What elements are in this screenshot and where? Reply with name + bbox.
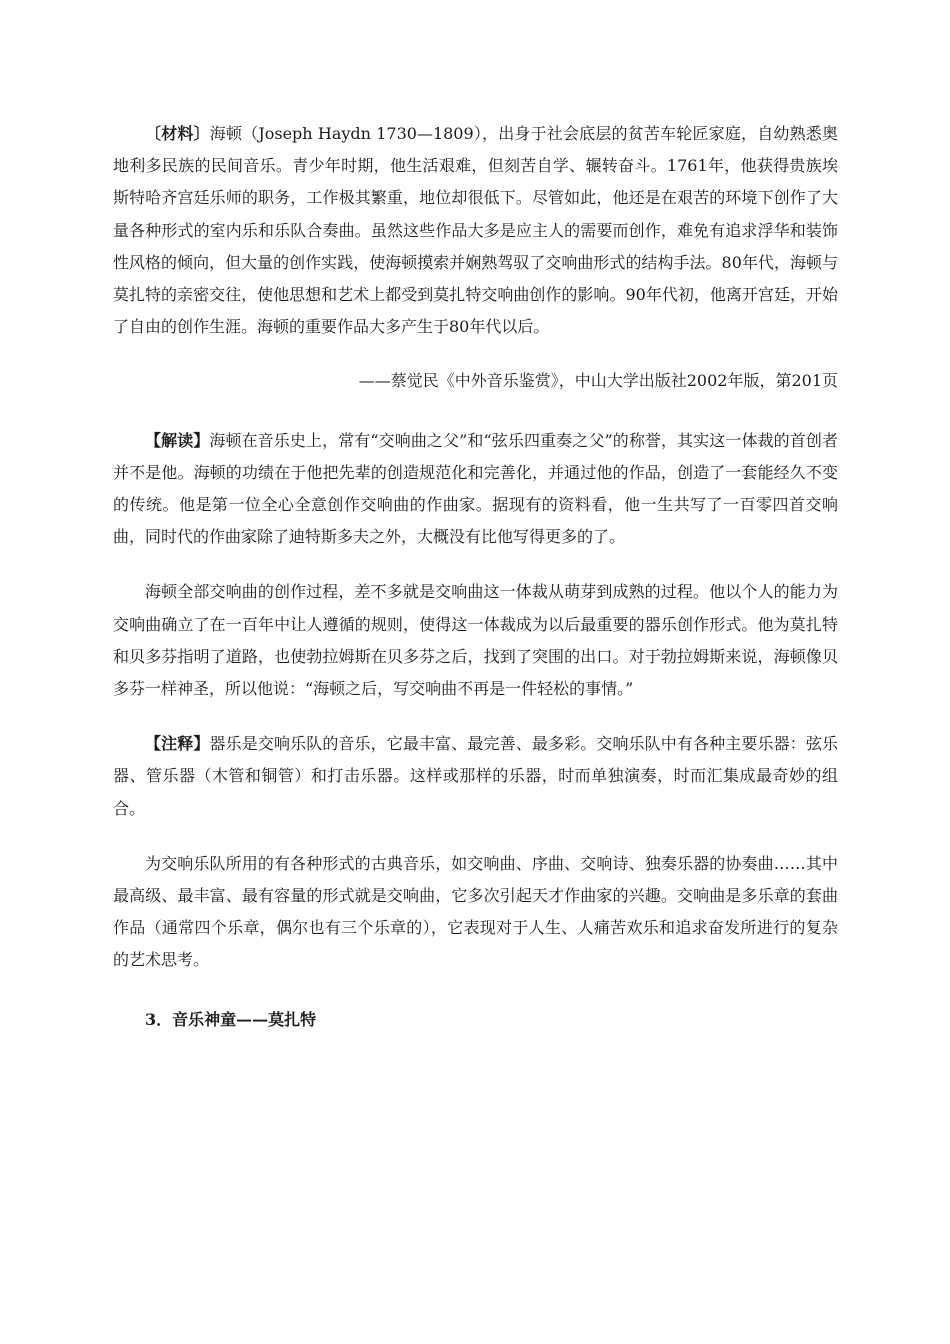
interpretation-text: 海顿在音乐史上，常有“交响曲之父”和“弦乐四重奏之父”的称誉，其实这一体裁的首创者并不是他。海顿的功绩在于他把先辈的创造规范化和完善化，并通过他的作品，创造了一套能经久不变的传统。他是第一位全心全意创作交响曲的作曲家。据现有的资料看，他一生共写了一百零四首交响曲，同时代的作曲家除了迪特斯多夫之外，大概没有比他写得更多的了。 — [113, 430, 838, 547]
note-paragraph — [113, 728, 838, 825]
body-paragraph-2: 海顿全部交响曲的创作过程，差不多就是交响曲这一体裁从萌芽到成熟的过程。他以个人的能力为交响曲确立了在一百年中让人遵循的规则，使得这一体裁成为以后最重要的器乐创作形式。他为莫扎特和贝多芬指明了道路，也使勃拉姆斯在贝多芬之后，找到了突围的出口。对于勃拉姆斯来说，海顿像贝多芬一样神圣，所以他说：“海顿之后，写交响曲不再是一件轻松的事情。” — [113, 582, 838, 699]
note-text: 器乐是交响乐队的音乐，它最丰富、最完善、最多彩。交响乐队中有各种主要乐器：弦乐器、管乐器（木管和铜管）和打击乐器。这样或那样的乐器，时而单独演奏，时而汇集成最奇妙的组合。 — [113, 734, 838, 818]
material-paragraph — [113, 118, 838, 343]
material-text: 海顿（Joseph Haydn 1730—1809），出身于社会底层的贫苦车轮匠家庭，自幼熟悉奥地利多民族的民间音乐。青少年时期，他生活艰难，但刻苦自学、辗转奋斗。1761年，他获得贵族埃斯特哈齐宫廷乐师的职务，工作极其繁重，地位却很低下。尽管如此，他还是在艰苦的环境下创作了大量各种形式的室内乐和乐队合奏曲。虽然这些作品大多是应主人的需要而创作，难免有追求浮华和装饰性风格的倾向，但大量的创作实践，使海顿摸索并娴熟驾驭了交响曲形式的结构手法。80年代，海顿与莫扎特的亲密交往，使他思想和艺术上都受到莫扎特交响曲创作的影响。90年代初，他离开宫廷，开始了自由的创作生涯。海顿的重要作品大多产生于80年代以后。 — [113, 124, 838, 337]
source-citation: ——蔡觉民《中外音乐鉴赏》，中山大学出版社2002年版，第201页 — [358, 371, 838, 391]
section-heading: 3．音乐神童——莫扎特 — [145, 1009, 317, 1029]
note-tag: 【注释】 — [145, 734, 210, 754]
interpretation-paragraph — [113, 425, 838, 554]
material-tag: 〔材料〕 — [145, 124, 210, 143]
body-paragraph-3: 为交响乐队所用的有各种形式的古典音乐，如交响曲、序曲、交响诗、独奏乐器的协奏曲……其中最高级、最丰富、最有容量的形式就是交响曲，它多次引起天才作曲家的兴趣。交响曲是多乐章的套曲作品（通常四个乐章，偶尔也有三个乐章的），它表现对于人生、人痛苦欢乐和追求奋发所进行的复杂的艺术思考。 — [113, 853, 838, 970]
document-page — [113, 118, 838, 1036]
interpretation-tag: 【解读】 — [145, 430, 210, 450]
